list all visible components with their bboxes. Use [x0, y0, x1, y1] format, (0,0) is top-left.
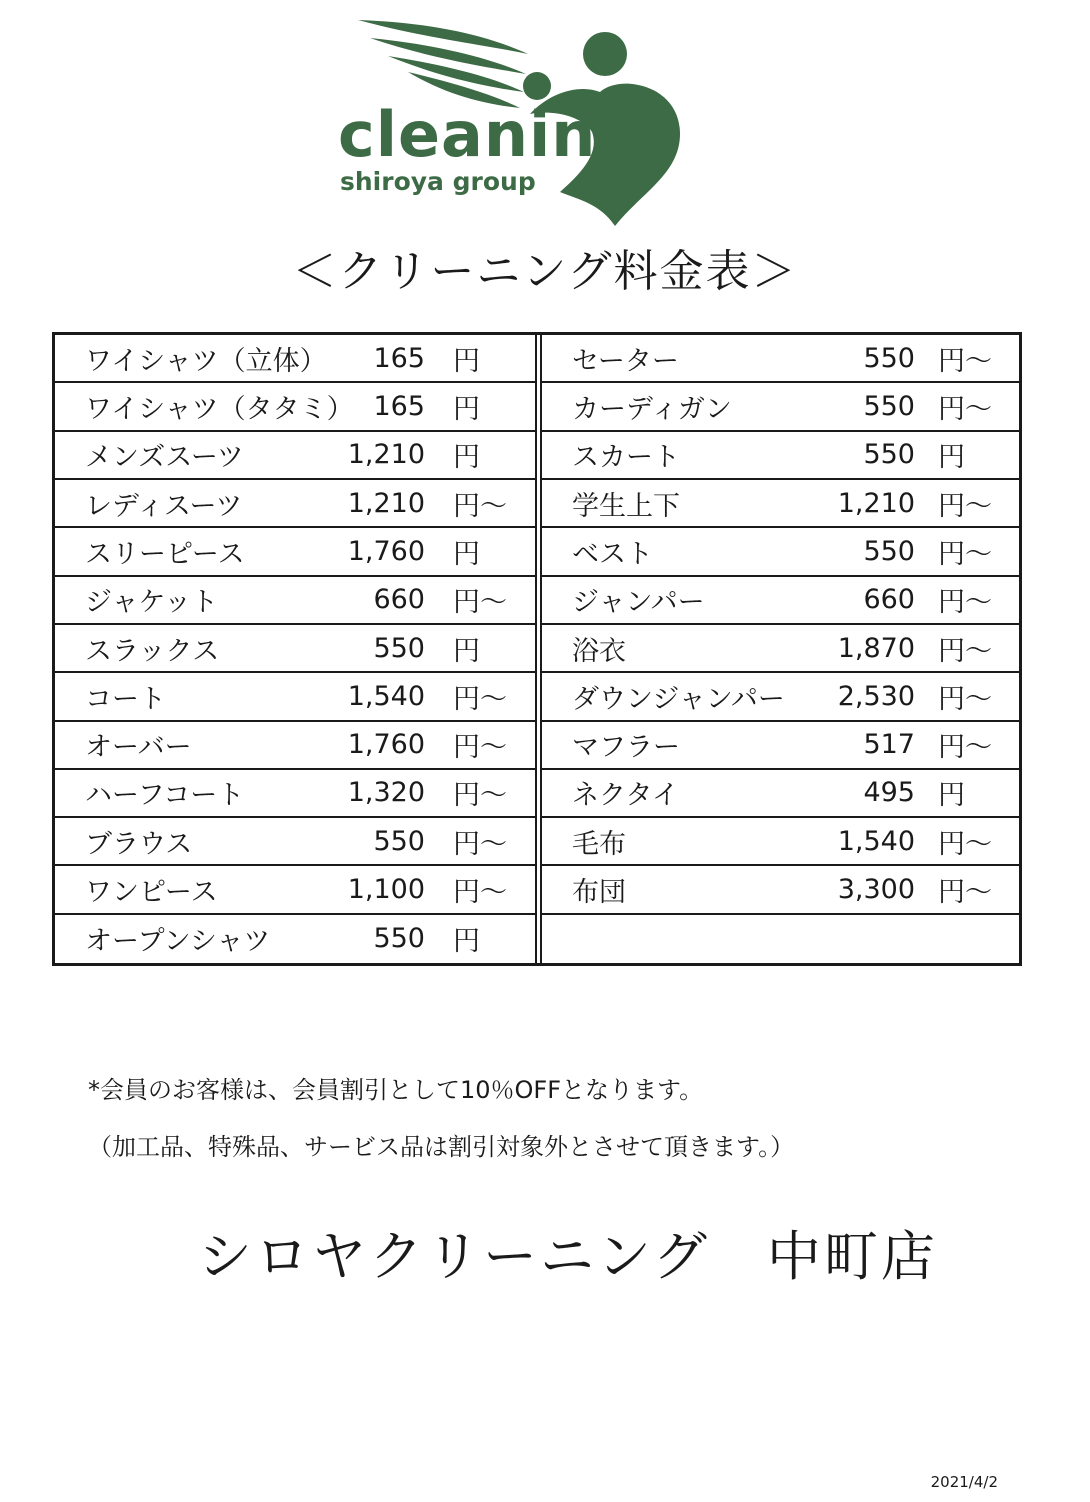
price-row	[55, 432, 535, 480]
price-unit: 円	[453, 345, 480, 377]
price-row	[55, 480, 535, 528]
item-price: 550	[863, 390, 915, 422]
price-unit: 円	[453, 538, 480, 570]
logo-group-text: shiroya group	[340, 167, 536, 196]
item-price: 550	[863, 342, 915, 374]
item-name: セーター	[572, 345, 679, 377]
price-row	[542, 722, 1019, 770]
price-unit: 円～	[938, 345, 992, 377]
price-unit: 円	[938, 780, 965, 812]
item-price: 550	[863, 439, 915, 471]
price-row	[55, 818, 535, 866]
price-unit: 円～	[938, 732, 992, 764]
item-price: 1,760	[347, 729, 425, 761]
item-price: 1,100	[347, 874, 425, 906]
price-row	[542, 673, 1019, 721]
price-unit: 円	[453, 635, 480, 667]
price-unit: 円～	[453, 587, 507, 619]
item-price: 1,210	[347, 487, 425, 519]
price-unit: 円	[938, 442, 965, 474]
item-price: 495	[863, 777, 915, 809]
price-row	[542, 577, 1019, 625]
price-row	[55, 722, 535, 770]
item-price: 550	[373, 825, 425, 857]
item-name: スラックス	[85, 635, 220, 667]
price-row	[55, 915, 535, 963]
price-unit: 円～	[938, 393, 992, 425]
price-row	[55, 770, 535, 818]
price-unit: 円～	[453, 683, 507, 715]
item-price: 1,320	[347, 777, 425, 809]
item-name: オープンシャツ	[85, 926, 271, 958]
item-name: ベスト	[572, 538, 653, 570]
item-name: スリーピース	[85, 538, 245, 570]
price-row	[542, 625, 1019, 673]
item-price: 1,760	[347, 535, 425, 567]
price-unit: 円～	[938, 828, 992, 860]
price-unit: 円	[453, 926, 480, 958]
price-column-right	[540, 335, 1019, 963]
item-name: 毛布	[572, 828, 626, 860]
note-line-discount: *会員のお客様は、会員割引として10％OFFとなります。	[88, 1076, 704, 1104]
item-price: 660	[863, 584, 915, 616]
price-unit: 円～	[938, 877, 992, 909]
price-unit: 円～	[938, 587, 992, 619]
item-name: ブラウス	[85, 828, 193, 860]
price-row	[542, 770, 1019, 818]
item-price: 1,870	[837, 632, 915, 664]
price-unit: 円	[453, 442, 480, 474]
price-row	[542, 818, 1019, 866]
price-row	[542, 866, 1019, 914]
item-name: 浴衣	[572, 635, 626, 667]
logo-graphic	[330, 14, 690, 230]
price-row	[542, 383, 1019, 431]
item-price: 660	[373, 584, 425, 616]
price-row	[55, 625, 535, 673]
item-price: 165	[373, 390, 425, 422]
note-line-exclusions: （加工品、特殊品、サービス品は割引対象外とさせて頂きます。）	[88, 1133, 795, 1161]
item-name: ジャンパー	[572, 587, 705, 619]
item-price: 2,530	[837, 680, 915, 712]
page-title: ＜クリーニング料金表＞	[292, 246, 798, 297]
price-row	[55, 528, 535, 576]
price-unit: 円～	[938, 683, 992, 715]
logo-wordmark: cleaning	[338, 98, 642, 171]
item-name: 学生上下	[572, 490, 680, 522]
item-price: 1,210	[347, 439, 425, 471]
item-price: 1,210	[837, 487, 915, 519]
price-table	[52, 332, 1022, 966]
item-price: 550	[373, 923, 425, 955]
item-name: 布団	[572, 877, 626, 909]
item-price: 550	[373, 632, 425, 664]
price-unit: 円～	[938, 490, 992, 522]
shiroya-cleaning-logo	[330, 14, 690, 230]
price-row	[542, 528, 1019, 576]
issue-date: 2021/4/2	[930, 1473, 998, 1491]
item-price: 550	[863, 535, 915, 567]
price-unit: 円～	[453, 877, 507, 909]
member-notes	[88, 1062, 794, 1176]
price-row	[542, 915, 1019, 963]
item-name: ネクタイ	[572, 780, 679, 812]
price-column-left	[55, 335, 537, 963]
price-row	[542, 480, 1019, 528]
price-unit: 円～	[453, 490, 507, 522]
price-row	[55, 383, 535, 431]
price-row	[55, 335, 535, 383]
price-unit: 円～	[453, 780, 507, 812]
item-name: ワイシャツ（立体）	[85, 345, 327, 377]
item-price: 165	[373, 342, 425, 374]
price-unit: 円	[453, 393, 480, 425]
price-unit: 円～	[938, 538, 992, 570]
item-name: メンズスーツ	[85, 442, 244, 474]
item-price: 1,540	[347, 680, 425, 712]
item-name: ハーフコート	[85, 780, 245, 812]
item-name: オーバー	[85, 732, 192, 764]
price-row	[55, 577, 535, 625]
item-price: 1,540	[837, 825, 915, 857]
item-price: 517	[863, 729, 915, 761]
store-name: シロヤクリーニング 中町店	[198, 1225, 938, 1288]
item-name: スカート	[572, 442, 680, 474]
price-row	[542, 335, 1019, 383]
item-price: 3,300	[837, 874, 915, 906]
price-unit: 円～	[938, 635, 992, 667]
price-row	[55, 866, 535, 914]
item-name: ダウンジャンパー	[572, 683, 785, 715]
item-name: ワンピース	[85, 877, 218, 909]
item-name: ワイシャツ（タタミ）	[85, 393, 354, 425]
price-row	[55, 673, 535, 721]
item-name: レディスーツ	[85, 490, 243, 522]
price-row	[542, 432, 1019, 480]
price-unit: 円～	[453, 828, 507, 860]
item-name: コート	[85, 683, 166, 715]
item-name: マフラー	[572, 732, 680, 764]
item-name: カーディガン	[572, 393, 732, 425]
item-name: ジャケット	[85, 587, 219, 619]
price-unit: 円～	[453, 732, 507, 764]
